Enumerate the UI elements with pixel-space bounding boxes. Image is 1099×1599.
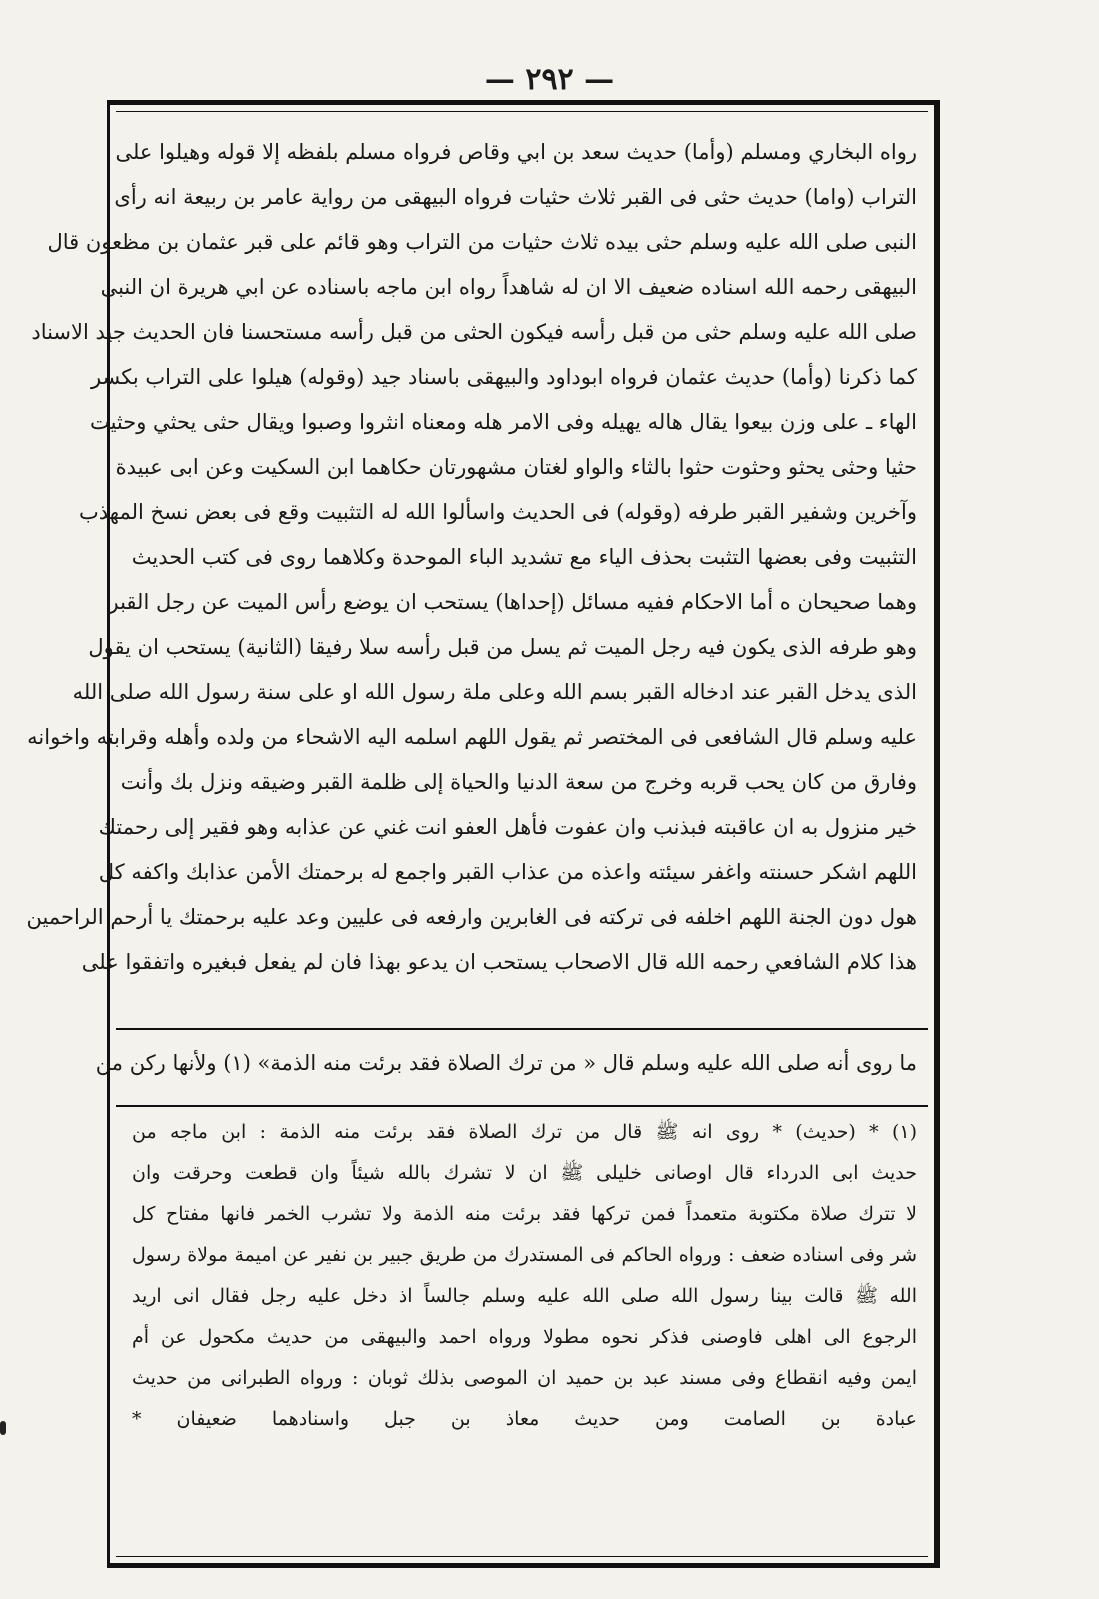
text-line: كما ذكرنا (وأما) حديث عثمان فرواه ابوداود والبيهقى باسناد جيد (وقوله) هيلوا على التراب بكسر: [90, 365, 917, 389]
footnote-divider: [116, 1105, 928, 1107]
footnote-line: حديث ابى الدرداء قال اوصانى خليلى ﷺ ان لا تشرك بالله شيئاً وان قطعت وحرقت وان: [132, 1162, 917, 1184]
page-number: — ٢٩٢ —: [484, 62, 615, 97]
text-line: البيهقى رحمه الله اسناده ضعيف الا ان له شاهداً رواه ابن ماجه باسناده عن ابي هريرة ان النبى: [100, 275, 917, 299]
footnote-line: الله ﷺ قالت بينا رسول الله صلى الله عليه وسلم جالساً اذ دخل عليه رجل فقال انى اريد: [132, 1285, 917, 1307]
text-line: حثيا وحثى يحثو وحثوت حثوا بالثاء والواو لغتان مشهورتان حكاهما ابن السكيت وعن ابى عبيدة: [115, 455, 917, 479]
scan-artifact: [0, 1421, 6, 1435]
text-line: وآخرين وشفير القبر طرفه (وقوله) فى الحديث واسألوا الله له التثبيت وقع فى بعض نسخ المهذب: [79, 500, 917, 524]
text-line: الهاء ـ على وزن بيعوا يقال هاله يهيله وفى الامر هله ومعناه انثروا وصبوا ويقال حثى يحثي وحثيت: [89, 410, 917, 434]
text-line: وفارق من كان يحب قربه وخرج من سعة الدنيا والحياة إلى ظلمة القبر وضيقه ونزل بك وأنت: [120, 770, 917, 794]
text-line: التراب (واما) حديث حثى فى القبر ثلاث حثيات فرواه البيهقى من رواية عامر بن ربيعة انه رأى: [114, 185, 917, 209]
footnote-line: الرجوع الى اهلى فاوصنى فذكر نحوه مطولا ورواه احمد والبيهقى من حديث مكحول عن أم: [132, 1326, 917, 1348]
footnote-line: (١) * (حديث) * روى انه ﷺ قال من ترك الصلاة فقد برئت منه الذمة : ابن ماجه من: [132, 1121, 917, 1143]
text-line: ما روى أنه صلى الله عليه وسلم قال « من ترك الصلاة فقد برئت منه الذمة» (١) ولأنها ركن من: [95, 1051, 917, 1075]
footnote-line: ايمن وفيه انقطاع وفى مسند عبد بن حميد ان الموصى بذلك ثوبان : ورواه الطبرانى من حديث: [132, 1367, 917, 1389]
text-line: عليه وسلم قال الشافعى فى المختصر ثم يقول اللهم اسلمه اليه الاشحاء من ولده وأهله وقرابته واخوانه: [27, 725, 917, 749]
text-line: الذى يدخل القبر عند ادخاله القبر بسم الله وعلى ملة رسول الله او على سنة رسول الله صلى الله: [72, 680, 917, 704]
text-line: رواه البخاري ومسلم (وأما) حديث سعد بن ابي وقاص فرواه مسلم بلفظه إلا قوله وهيلوا على: [115, 140, 917, 164]
section-divider: [116, 1028, 928, 1030]
page-frame: [26, 100, 940, 1568]
footnote-line: شر وفى اسناده ضعف : ورواه الحاكم فى المستدرك من طريق جبير بن نفير عن اميمة مولاة رسول: [132, 1244, 917, 1266]
text-line: اللهم اشكر حسنته واغفر سيئته واعذه من عذاب القبر واجمع له برحمتك الأمن عذابك واكفه كل: [98, 860, 917, 884]
text-line: التثبيت وفى بعضها التثبت بحذف الياء مع تشديد الباء الموحدة وكلاهما روى فى كتب الحديث: [131, 545, 917, 569]
text-line: خير منزول به ان عاقبته فبذنب وان عفوت فأهل العفو انت غني عن عذابه وهو فقير إلى رحمتك: [98, 815, 917, 839]
text-line: النبى صلى الله عليه وسلم حثى بيده ثلاث حثيات من التراب وهو قائم على قبر عثمان بن مظعون قال: [47, 230, 917, 254]
text-line: وهما صحيحان ه أما الاحكام ففيه مسائل (إحداها) يستحب ان يوضع رأس الميت عن رجل القبر: [108, 590, 917, 614]
footnote-line: عبادة بن الصامت ومن حديث معاذ بن جبل واسنادهما ضعيفان *: [132, 1408, 917, 1430]
text-line: هول دون الجنة اللهم اخلفه فى تركته فى الغابرين وارفعه فى عليين وعد عليه برحمتك يا أرحم الراحمين: [26, 905, 917, 929]
text-line: هذا كلام الشافعي رحمه الله قال الاصحاب يستحب ان يدعو بهذا فان لم يفعل فبغيره واتفقوا على: [81, 950, 917, 974]
footnote-line: لا تترك صلاة مكتوبة متعمداً فمن تركها فقد برئت منه الذمة ولا تشرب الخمر فانها مفتاح كل: [132, 1203, 917, 1225]
text-line: وهو طرفه الذى يكون فيه رجل الميت ثم يسل من قبل رأسه سلا رفيقا (الثانية) يستحب ان يقول: [88, 635, 917, 659]
text-line: صلى الله عليه وسلم حثى من قبل رأسه فيكون الحثى من قبل رأسه مستحسنا فان الحديث جيد الاسناد: [31, 320, 917, 344]
